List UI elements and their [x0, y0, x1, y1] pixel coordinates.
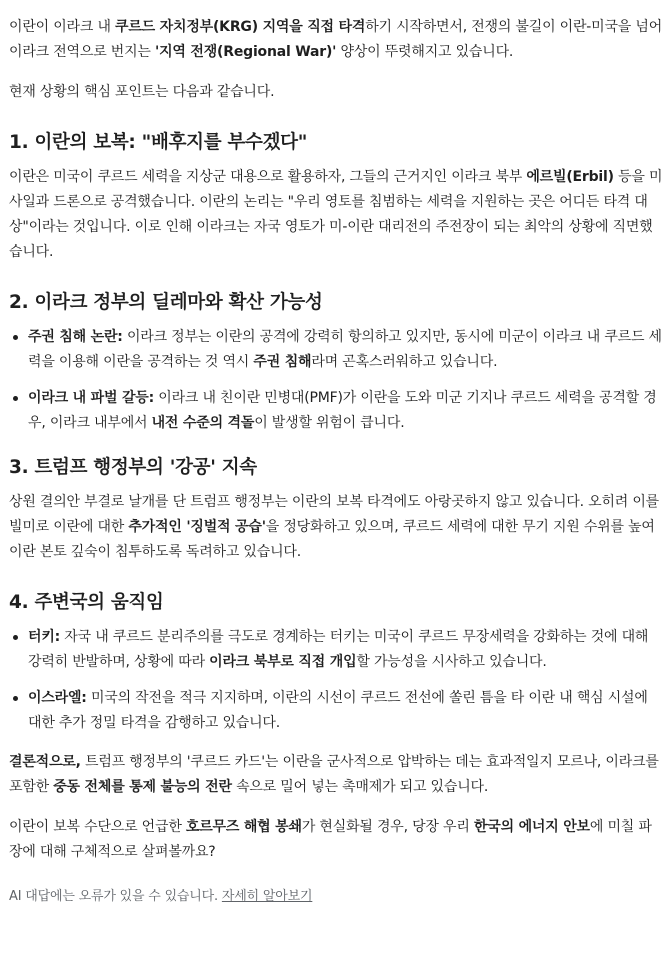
text-run: 미국의 작전을 적극 지지하며, 이란의 시선이 쿠르드 전선에 쏠린 틈을 타 이란 내 핵심 시설에 대한 추가 정밀 타격을 감행하고 있습니다.	[28, 690, 648, 731]
bold-text: 이라크 북부로 직접 개입	[209, 654, 357, 670]
text-run: 트럼프 행정부의 '쿠르드 카드'는 이란을 군사적으로 압박하는 데는 효과적일지 모르나, 이라크를 포함한	[9, 754, 659, 795]
bold-text: 주권 침해	[253, 354, 312, 370]
text-run: 에 미칠 파장에 대해 구체적으로 살펴볼까요?	[9, 819, 652, 860]
learn-more-link[interactable]: 자세히 알아보기	[221, 889, 313, 904]
text-run: 양상이 뚜렷해지고 있습니다.	[336, 44, 514, 60]
intro-paragraph	[9, 15, 663, 65]
text-run: 속으로 밀어 넣는 촉매제가 되고 있습니다.	[231, 779, 489, 795]
conclusion-paragraph	[9, 750, 663, 800]
intro-summary: 현재 상황의 핵심 포인트는 다음과 같습니다.	[9, 84, 275, 100]
bullet-dot-icon	[13, 635, 18, 640]
list-item-text	[28, 629, 648, 670]
section-paragraph-3	[9, 490, 663, 565]
list-item-text	[28, 390, 657, 431]
list-item	[9, 625, 663, 675]
bullet-dot-icon	[13, 396, 18, 401]
follow-up-question	[9, 815, 663, 865]
section-heading-4: 4. 주변국의 움직임	[9, 592, 164, 613]
text-run: 이라크 정부는 이란의 공격에 강력히 항의하고 있지만, 동시에 미군이 이라크 내 쿠르드 세력을 이용해 이란을 공격하는 것 역시	[28, 329, 662, 370]
bold-text: 주권 침해 논란:	[28, 329, 123, 345]
text-run: 상원 결의안 부결로 날개를 단 트럼프 행정부는 이란의 보복 타격에도 아랑곳하지 않고 있습니다. 오히려 이를 빌미로 이란에 대한	[9, 494, 660, 535]
bold-text: 터키:	[28, 629, 61, 645]
bold-text: 결론적으로,	[9, 754, 81, 770]
text-run: 이란은 미국이 쿠르드 세력을 지상군 대용으로 활용하자, 그들의 근거지인 이라크 북부	[9, 169, 527, 185]
text-run: 이란이 보복 수단으로 언급한	[9, 819, 186, 835]
text-run: 하기 시작하면서, 전쟁의 불길이 이란-미국을 넘어 이라크 전역으로 번지는	[9, 19, 663, 60]
bold-text: 추가적인 '징벌적 공습'	[128, 519, 266, 535]
bold-text: 내전 수준의 격돌	[151, 415, 255, 431]
bold-text: 쿠르드 자치정부(KRG) 지역을 직접 타격	[115, 19, 366, 35]
list-item-text	[28, 329, 662, 370]
text-run: 라며 곤혹스러워하고 있습니다.	[311, 354, 498, 370]
list-item	[9, 325, 663, 375]
bullet-dot-icon	[13, 335, 18, 340]
section-heading-2: 2. 이라크 정부의 딜레마와 확산 가능성	[9, 292, 323, 313]
bold-text: 이스라엘:	[28, 690, 87, 706]
bullet-dot-icon	[13, 696, 18, 701]
disclaimer-text: AI 대답에는 오류가 있을 수 있습니다.	[9, 889, 222, 904]
section-paragraph-1	[9, 165, 663, 265]
bold-text: 호르무즈 해협 봉쇄	[185, 819, 302, 835]
disclaimer-footer	[9, 887, 663, 907]
section-heading-3: 3. 트럼프 행정부의 '강공' 지속	[9, 457, 257, 478]
section-list-2	[9, 325, 663, 436]
text-run: 등을 미사일과 드론으로 공격했습니다. 이란의 논리는 "우리 영토를 침범하는 세력을 지원하는 곳은 어디든 타격 대상"이라는 것입니다. 이로 인해 이라크는 자국 영토가 미-이란 대리전의 주전장이 되는 최악의 상황에 직면했습니다.	[9, 169, 663, 260]
bold-text: 중동 전체를 통제 불능의 전란	[53, 779, 232, 795]
section-list-4	[9, 625, 663, 736]
text-run: 이 발생할 위험이 큽니다.	[254, 415, 405, 431]
text-run: 자국 내 쿠르드 분리주의를 극도로 경계하는 터키는 미국이 쿠르드 무장세력을 강화하는 것에 대해 강력히 반발하며, 상황에 따라	[28, 629, 649, 670]
text-run: 이란이 이라크 내	[9, 19, 116, 35]
bold-text: 이라크 내 파벌 갈등:	[28, 390, 155, 406]
text-run: 이라크 내 친이란 민병대(PMF)가 이란을 도와 미군 기지나 쿠르드 세력을 공격할 경우, 이라크 내부에서	[28, 390, 657, 431]
text-run: 가 현실화될 경우, 당장 우리	[301, 819, 474, 835]
list-item	[9, 386, 663, 436]
bold-text: '지역 전쟁(Regional War)'	[155, 44, 337, 60]
text-run: 을 정당화하고 있으며, 쿠르드 세력에 대한 무기 지원 수위를 높여 이란 본토 깊숙이 침투하도록 독려하고 있습니다.	[9, 519, 655, 560]
bold-text: 한국의 에너지 안보	[473, 819, 590, 835]
list-item-text	[28, 690, 648, 731]
bold-text: 에르빌(Erbil)	[526, 169, 614, 185]
section-heading-1: 1. 이란의 보복: "배후지를 부수겠다"	[9, 132, 308, 153]
list-item	[9, 686, 663, 736]
text-run: 할 가능성을 시사하고 있습니다.	[356, 654, 547, 670]
